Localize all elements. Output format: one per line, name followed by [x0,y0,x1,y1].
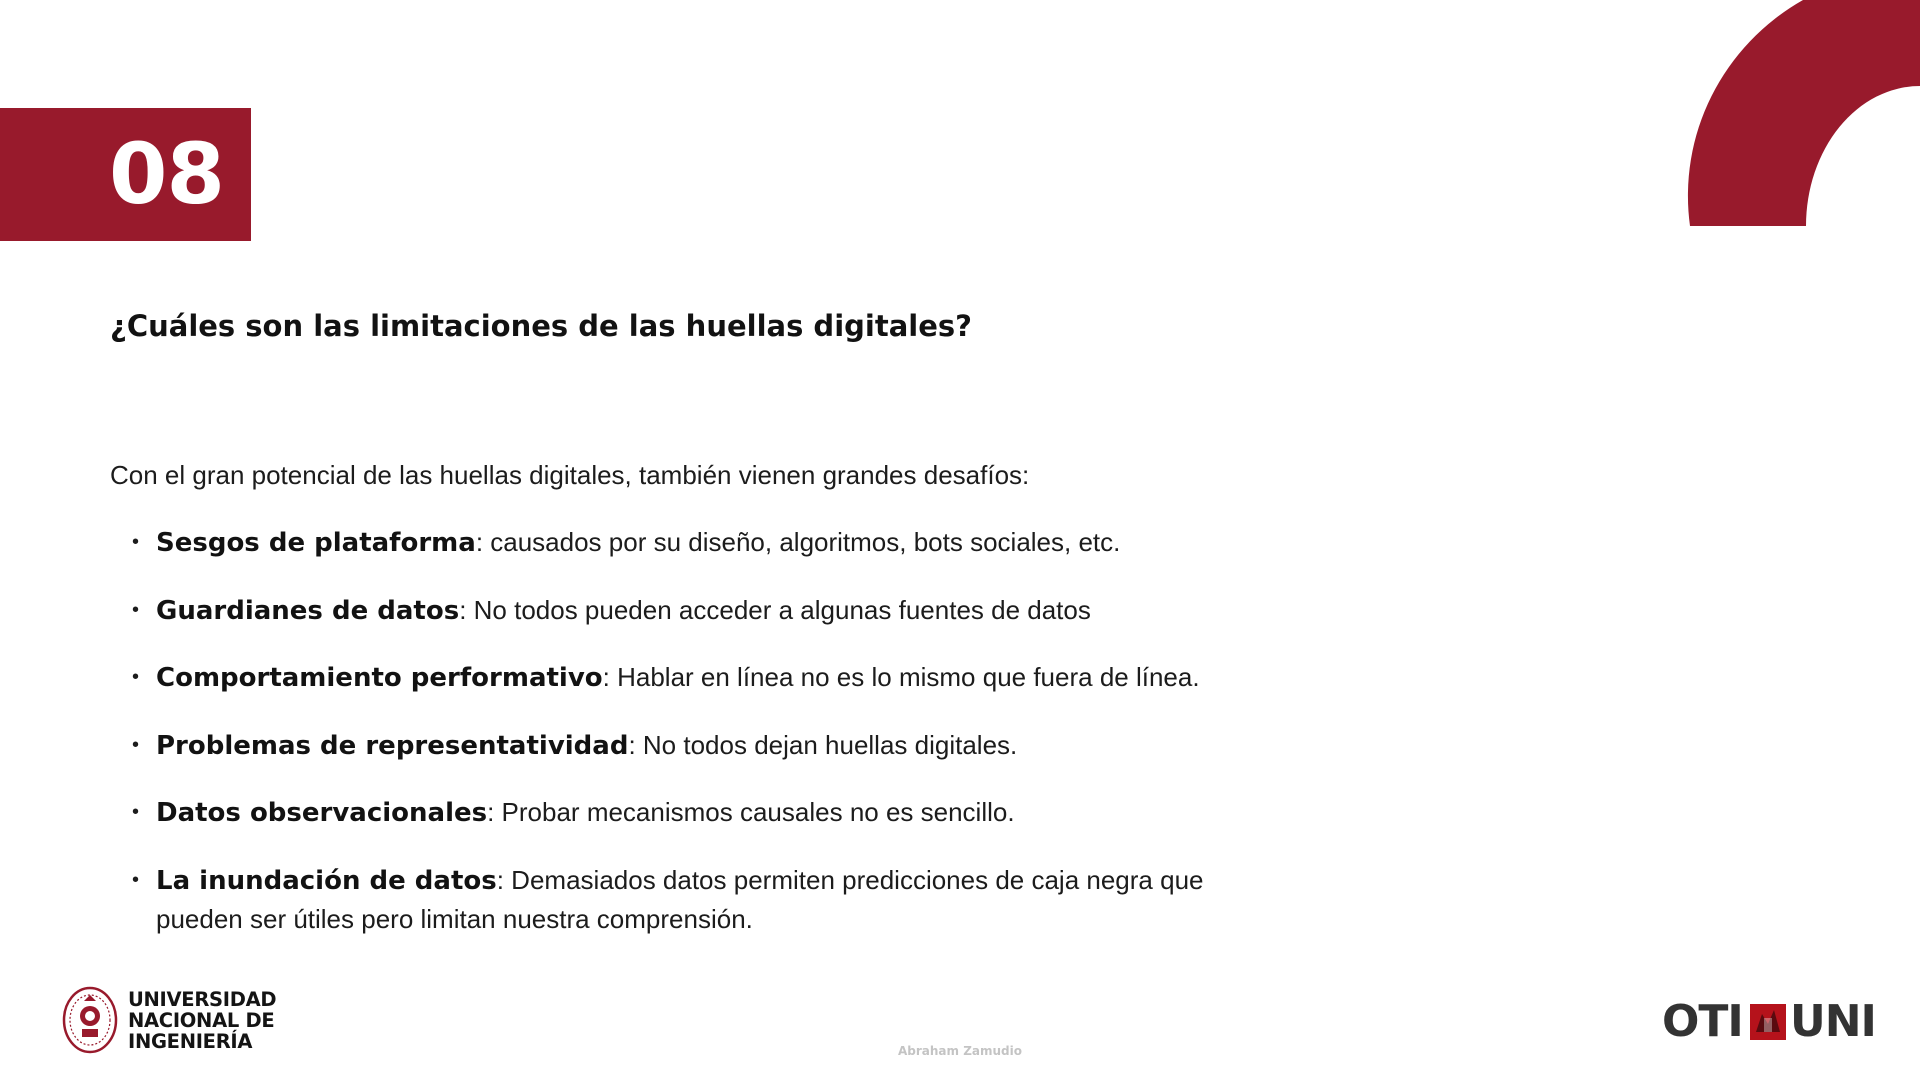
bullet-text: : Hablar en línea no es lo mismo que fuera de línea. [602,662,1200,692]
oti-uni-logo [1662,996,1878,1047]
bullet-term: Comportamiento performativo [156,663,603,693]
university-name-line: UNIVERSIDAD [128,988,277,1011]
limitations-list [132,523,1262,966]
slide-title: ¿Cuáles son las limitaciones de las huellas digitales? [110,309,972,343]
bullet-text: : Demasiados datos permiten predicciones de caja negra que pueden ser útiles pero limitan nuestra comprensión. [156,864,1204,934]
university-name-line: NACIONAL DE [128,1009,275,1032]
bullet-dot: • [132,801,140,823]
bullet-text: : No todos dejan huellas digitales. [628,729,1018,760]
bullet-text: : No todos pueden acceder a algunas fuentes de datos [459,594,1091,625]
bullet-dot: • [132,666,140,688]
bullet-term: Guardianes de datos [156,595,460,626]
list-item [132,658,1262,697]
bullet-dot: • [132,733,140,756]
university-seal-icon [62,985,118,1055]
bullet-term: La inundación de datos [156,865,497,896]
bullet-dot: • [132,531,140,553]
list-item [132,793,1262,832]
decorative-arc [1680,0,1920,226]
list-item [132,591,1262,630]
bullet-text: : causados por su diseño, algoritmos, bots sociales, etc. [475,527,1121,557]
university-name [128,989,276,1052]
intro-paragraph: Con el gran potencial de las huellas digitales, también vienen grandes desafíos: [110,460,1030,490]
bullet-term: Problemas de representatividad [156,730,629,761]
bullet-term: Sesgos de plataforma [156,528,476,558]
author-credit: Abraham Zamudio [898,1044,1023,1058]
university-logo [62,985,277,1057]
bullet-dot: • [132,868,140,891]
list-item [132,726,1262,765]
list-item [132,861,1262,938]
bullet-text: : Probar mecanismos causales no es sencillo. [487,797,1015,827]
oti-logo-text: OTI [1662,996,1743,1047]
slide-number: 08 [109,125,224,223]
bullet-dot: • [132,598,140,621]
list-item [132,523,1262,562]
oti-emblem-icon [1750,1004,1786,1040]
uni-logo-text: UNI [1790,996,1876,1047]
bullet-term: Datos observacionales [156,798,488,828]
university-name-line: INGENIERÍA [128,1030,253,1053]
